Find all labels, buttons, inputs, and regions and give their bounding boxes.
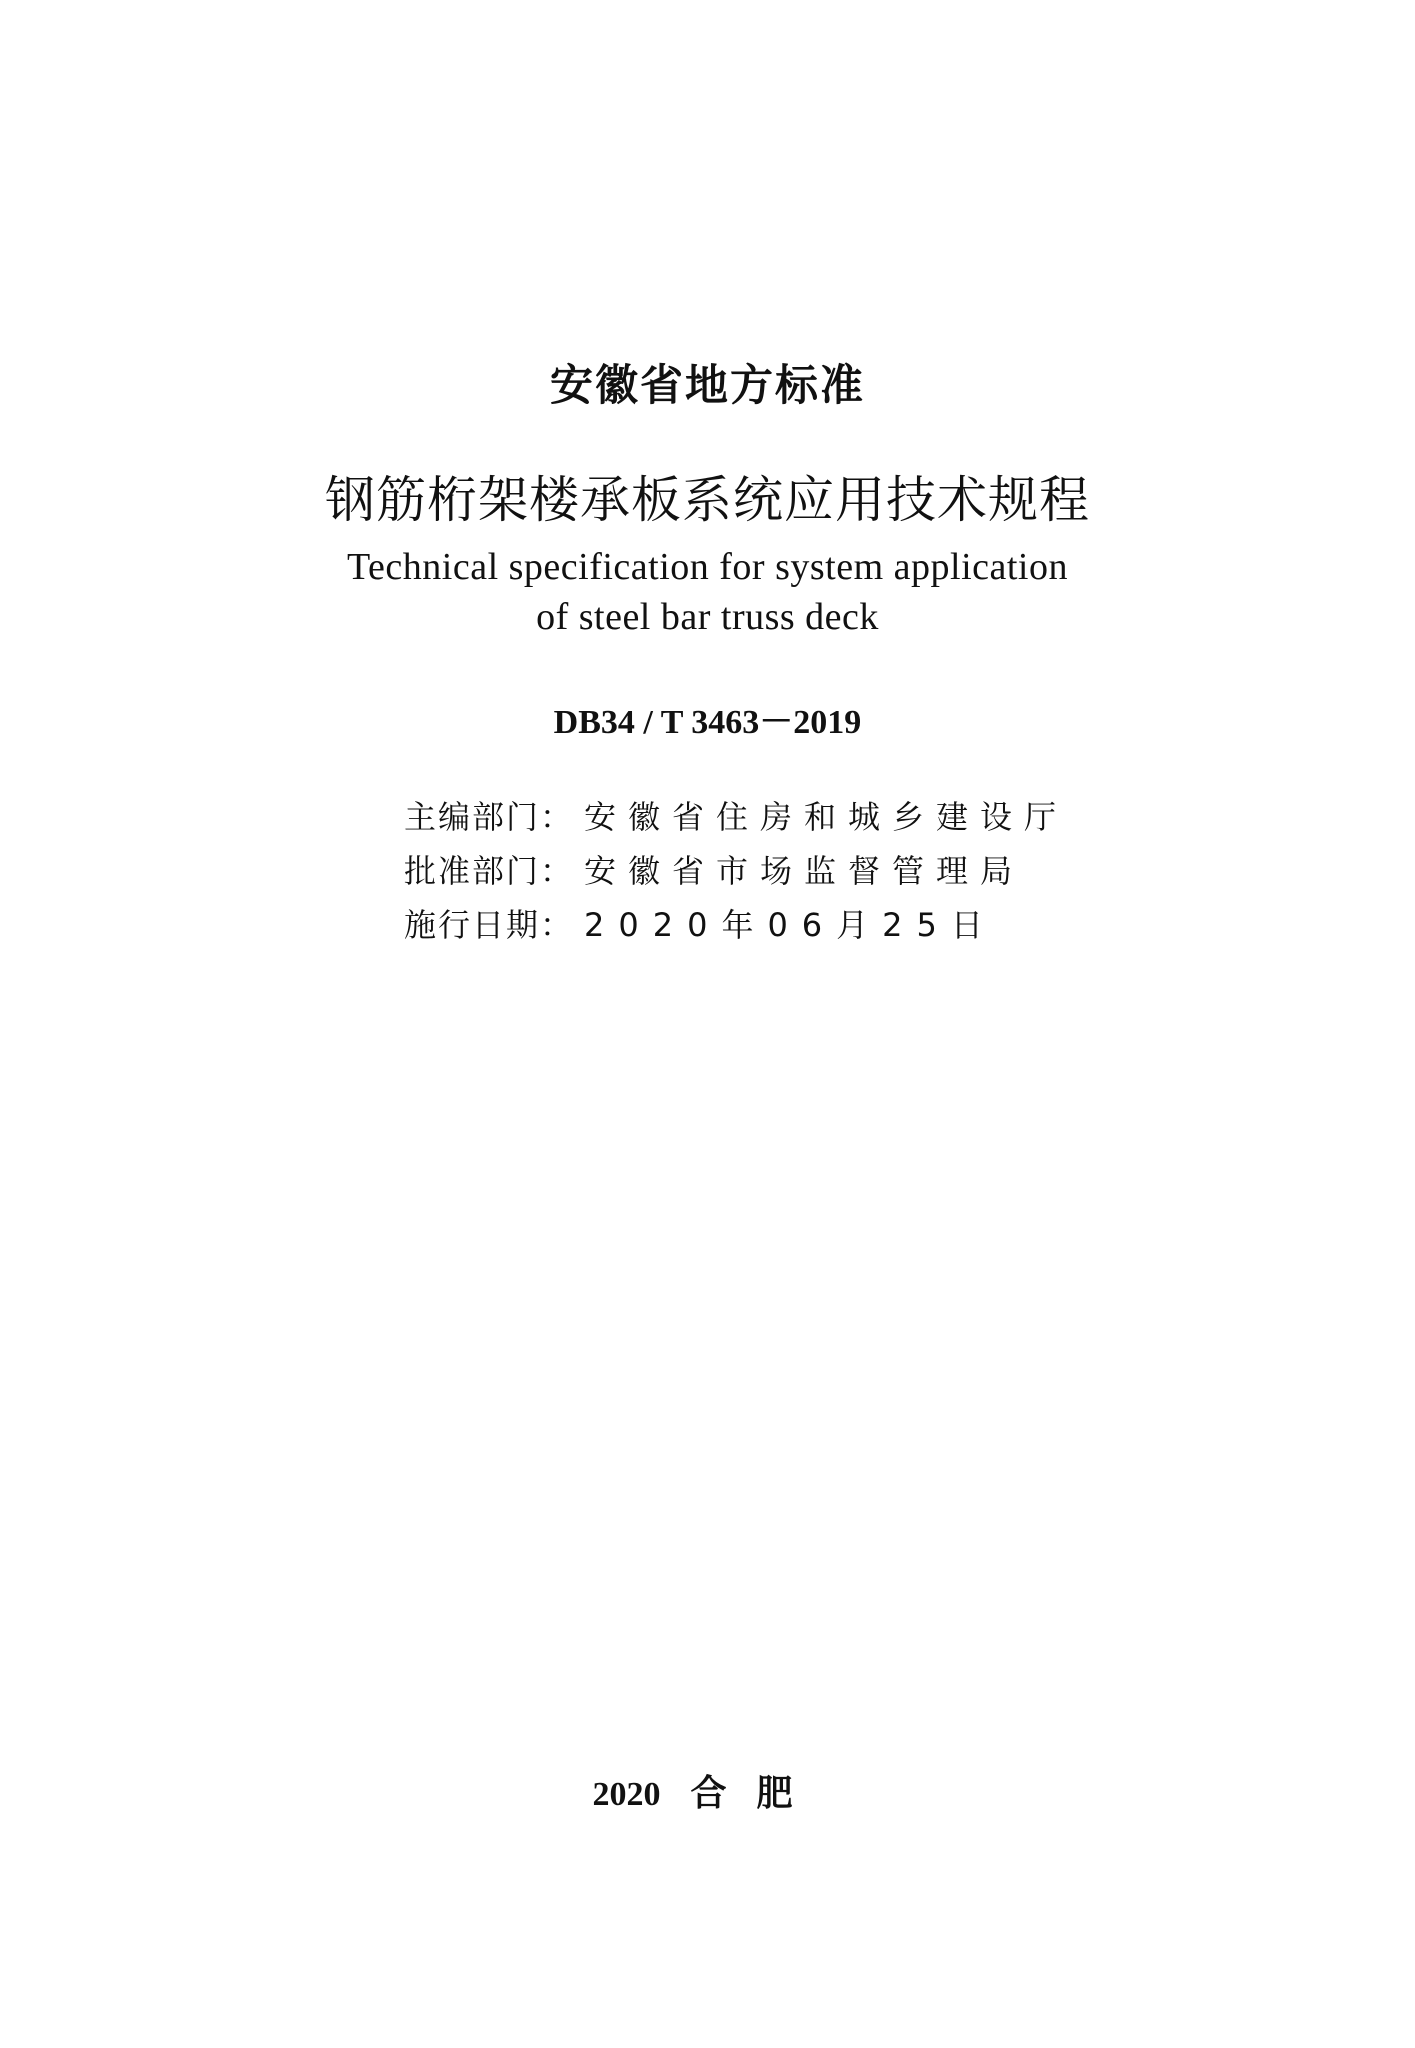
standard-code: DB34 / T 3463－2019 [553, 704, 862, 741]
info-block [404, 790, 1068, 952]
title-english [0, 542, 1415, 642]
editor-row [404, 790, 1068, 844]
editor-label: 主编部门： [404, 798, 575, 836]
title-english-line-2: of steel bar truss deck [536, 596, 879, 638]
publication-city: 合肥 [690, 1773, 823, 1814]
approver-label: 批准部门： [404, 852, 575, 890]
editor-value: 安徽省住房和城乡建设厅 [584, 798, 1069, 836]
effective-date-value: 2020年06月25日 [584, 906, 997, 944]
publication-year: 2020 [592, 1776, 661, 1813]
effective-date-row [404, 898, 1068, 952]
effective-date-label: 施行日期： [404, 906, 575, 944]
title-chinese: 钢筋桁架楼承板系统应用技术规程 [325, 471, 1090, 529]
title-english-line-1: Technical specification for system application [347, 546, 1068, 588]
approver-row [404, 844, 1068, 898]
issuer-header: 安徽省地方标准 [550, 361, 865, 411]
approver-value: 安徽省市场监督管理局 [584, 852, 1025, 890]
publication-footer [0, 1765, 1415, 1816]
